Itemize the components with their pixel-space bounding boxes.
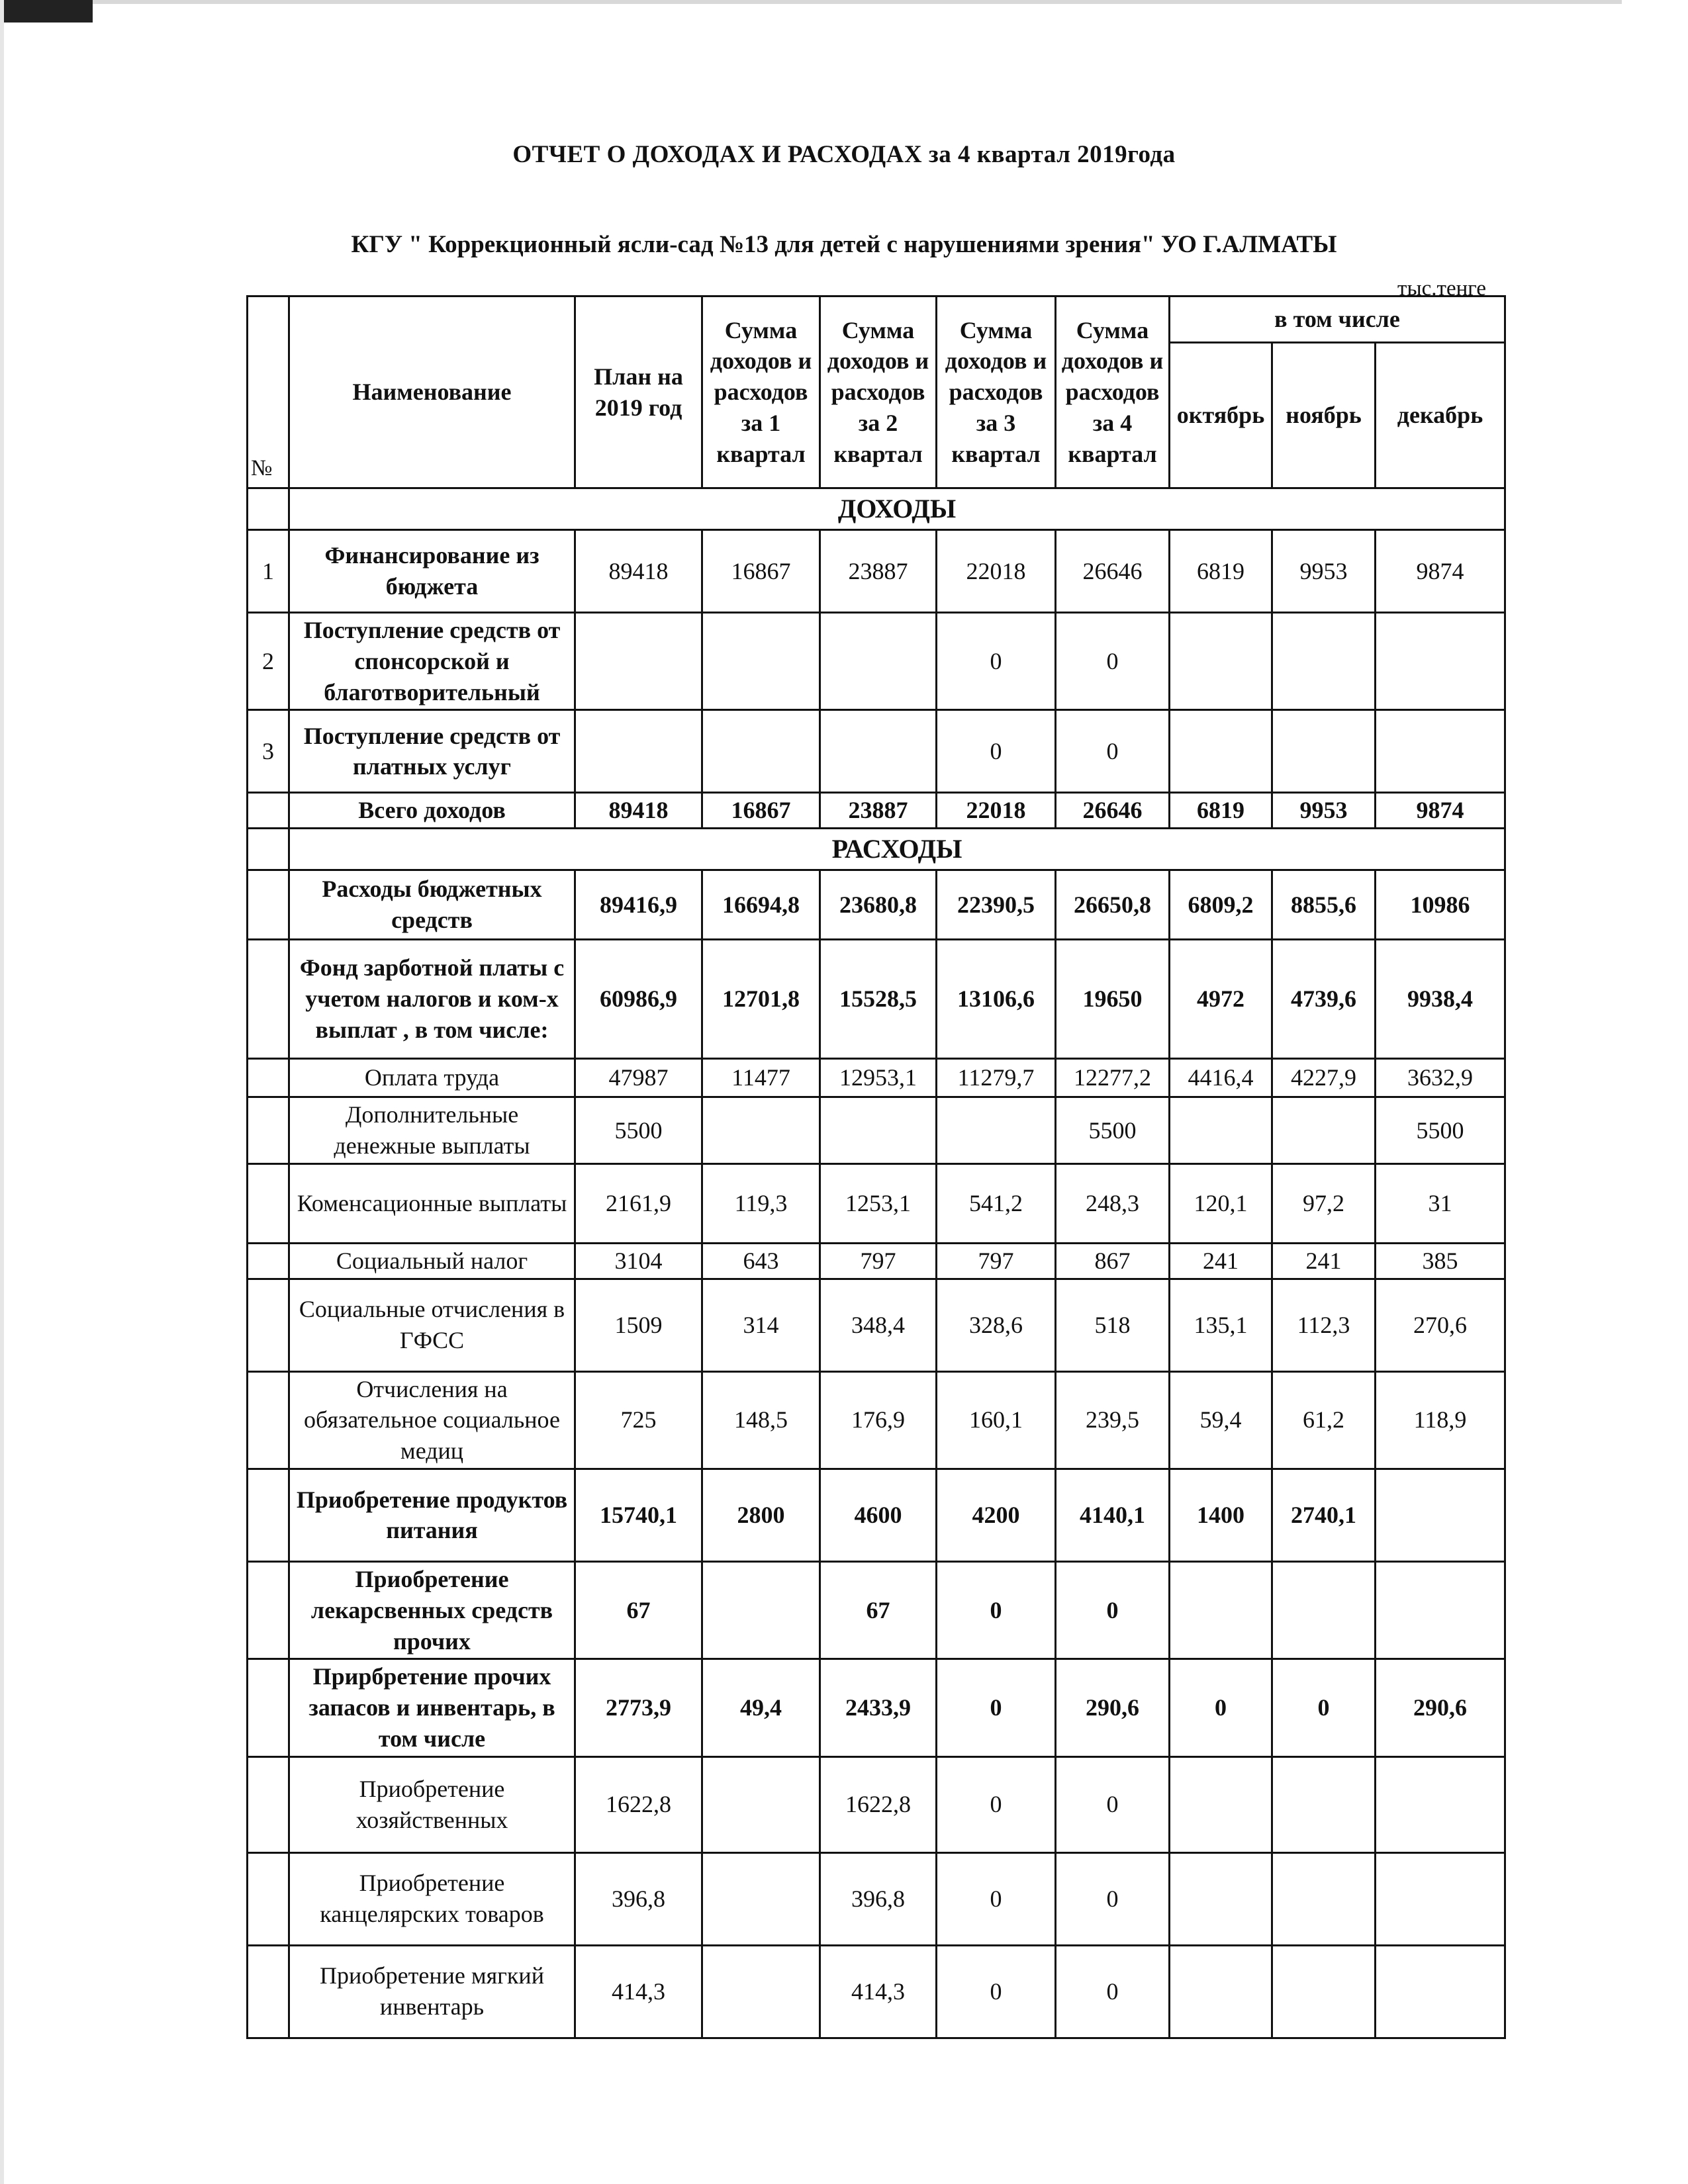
row-number [248,1163,289,1243]
cell-plan: 47987 [575,1059,702,1097]
row-name: Фонд зарботной платы с учетом налогов и ком-х выплат , в том числе: [289,940,575,1059]
table-row [248,613,1505,710]
cell-plan [575,613,702,710]
cell-q2: 1253,1 [820,1163,937,1243]
cell-q2 [820,1097,937,1164]
cell-q1: 148,5 [702,1371,820,1469]
row-name: Социальные отчисления в ГФСС [289,1279,575,1371]
cell-q1: 16867 [702,530,820,613]
cell-q4: 0 [1056,1561,1170,1659]
cell-nov [1272,1852,1376,1945]
section-income: ДОХОДЫ [289,488,1505,530]
cell-q3: 22018 [937,530,1056,613]
cell-nov [1272,1756,1376,1852]
row-name: Приобретение продуктов питания [289,1469,575,1561]
cell-q2: 23887 [820,793,937,829]
cell-q2: 348,4 [820,1279,937,1371]
report-table [246,295,1506,2039]
cell-dec [1376,710,1505,793]
cell-q2: 396,8 [820,1852,937,1945]
cell-oct: 4416,4 [1170,1059,1272,1097]
cell-dec: 118,9 [1376,1371,1505,1469]
cell-oct: 59,4 [1170,1371,1272,1469]
cell-plan: 60986,9 [575,940,702,1059]
cell-q1: 119,3 [702,1163,820,1243]
cell-q4: 26646 [1056,793,1170,829]
cell-plan: 1509 [575,1279,702,1371]
table-row [248,530,1505,613]
cell-q1 [702,1945,820,2038]
cell-nov: 8855,6 [1272,870,1376,940]
cell-nov: 0 [1272,1659,1376,1756]
row-name: Расходы бюджетных средств [289,870,575,940]
row-name: Финансирование из бюджета [289,530,575,613]
cell-q2: 23680,8 [820,870,937,940]
cell-q1: 16694,8 [702,870,820,940]
table-row [248,793,1505,829]
cell-plan: 1622,8 [575,1756,702,1852]
row-number [248,1756,289,1852]
cell-q4: 867 [1056,1243,1170,1279]
cell-q4: 4140,1 [1056,1469,1170,1561]
row-name: Всего доходов [289,793,575,829]
cell-q4: 19650 [1056,940,1170,1059]
table-row [248,1279,1505,1371]
row-name: Коменсационные выплаты [289,1163,575,1243]
cell-dec: 385 [1376,1243,1505,1279]
cell-oct [1170,1561,1272,1659]
cell-nov [1272,1945,1376,2038]
cell-oct [1170,1945,1272,2038]
table-row [248,1059,1505,1097]
cell-nov: 4739,6 [1272,940,1376,1059]
units-label: тыс.тенге [1397,277,1486,300]
cell-plan: 725 [575,1371,702,1469]
cell-q3: 0 [937,1756,1056,1852]
row-number: 1 [248,530,289,613]
table-row [248,710,1505,793]
cell-dec: 270,6 [1376,1279,1505,1371]
cell-q3: 328,6 [937,1279,1056,1371]
row-name: Дополнительные денежные выплаты [289,1097,575,1164]
row-name: Приобретение хозяйственных [289,1756,575,1852]
cell-q3 [937,1097,1056,1164]
cell-q3: 22018 [937,793,1056,829]
header-num: № [248,296,289,488]
row-number [248,1945,289,2038]
row-name: Приобретение лекарсвенных средств прочих [289,1561,575,1659]
cell-q3: 0 [937,710,1056,793]
cell-q3: 0 [937,1945,1056,2038]
cell-oct [1170,1756,1272,1852]
header-plan: План на 2019 год [575,296,702,488]
table-row [248,1756,1505,1852]
table-row [248,1561,1505,1659]
cell-q2: 23887 [820,530,937,613]
table-row [248,1945,1505,2038]
cell-oct [1170,1097,1272,1164]
cell-q4: 26650,8 [1056,870,1170,940]
cell-q1 [702,1561,820,1659]
cell-nov: 61,2 [1272,1371,1376,1469]
cell-oct [1170,613,1272,710]
cell-oct: 6819 [1170,530,1272,613]
scan-corner-mark [0,0,93,23]
cell-nov: 241 [1272,1243,1376,1279]
cell-dec: 9874 [1376,793,1505,829]
cell-q4: 518 [1056,1279,1170,1371]
scan-edge-left [0,0,4,2184]
cell-dec [1376,1469,1505,1561]
header-q2: Сумма доходов и расходов за 2 квартал [820,296,937,488]
cell-oct: 120,1 [1170,1163,1272,1243]
cell-q2: 12953,1 [820,1059,937,1097]
cell-q1 [702,1852,820,1945]
cell-q4: 0 [1056,1852,1170,1945]
cell-q1: 314 [702,1279,820,1371]
header-q3: Сумма доходов и расходов за 3 квартал [937,296,1056,488]
cell-oct [1170,710,1272,793]
cell-q2: 797 [820,1243,937,1279]
row-number [248,940,289,1059]
cell-q1: 643 [702,1243,820,1279]
table-row [248,1163,1505,1243]
cell-dec: 5500 [1376,1097,1505,1164]
table-row [248,1371,1505,1469]
cell-q3: 797 [937,1243,1056,1279]
cell-q4: 248,3 [1056,1163,1170,1243]
cell-q4: 0 [1056,1756,1170,1852]
cell-plan: 89418 [575,530,702,613]
row-name: Прирбретение прочих запасов и инвентарь, в том числе [289,1659,575,1756]
cell-nov: 9953 [1272,530,1376,613]
cell-q2: 4600 [820,1469,937,1561]
header-december: декабрь [1376,343,1505,488]
cell-q1: 2800 [702,1469,820,1561]
document-subtitle: КГУ " Коррекционный ясли-сад №13 для детей с нарушениями зрения" УО Г.АЛМАТЫ [351,231,1337,258]
cell-q4: 0 [1056,613,1170,710]
table-row [248,1852,1505,1945]
cell-plan: 5500 [575,1097,702,1164]
cell-q3: 11279,7 [937,1059,1056,1097]
cell-plan: 396,8 [575,1852,702,1945]
cell-plan: 2773,9 [575,1659,702,1756]
scan-edge-top [93,0,1622,4]
cell-q1: 49,4 [702,1659,820,1756]
cell-q3: 0 [937,1561,1056,1659]
cell-oct: 0 [1170,1659,1272,1756]
cell-q4: 290,6 [1056,1659,1170,1756]
cell-q3: 22390,5 [937,870,1056,940]
cell-q1 [702,710,820,793]
cell-plan [575,710,702,793]
cell-plan: 3104 [575,1243,702,1279]
cell-plan: 89418 [575,793,702,829]
cell-q4: 26646 [1056,530,1170,613]
cell-q1: 11477 [702,1059,820,1097]
header-q1: Сумма доходов и расходов за 1 квартал [702,296,820,488]
section-expenses: РАСХОДЫ [289,829,1505,870]
cell-oct: 135,1 [1170,1279,1272,1371]
cell-q3: 0 [937,1659,1056,1756]
cell-q4: 12277,2 [1056,1059,1170,1097]
cell-q1 [702,1097,820,1164]
row-number [248,793,289,829]
cell-dec: 10986 [1376,870,1505,940]
row-name: Отчисления на обязательное социальное медиц [289,1371,575,1469]
cell-plan: 414,3 [575,1945,702,2038]
table-row [248,870,1505,940]
cell-dec: 9874 [1376,530,1505,613]
table-row [248,1469,1505,1561]
row-name: Оплата труда [289,1059,575,1097]
cell-q2: 2433,9 [820,1659,937,1756]
cell-oct: 6809,2 [1170,870,1272,940]
cell-dec [1376,1852,1505,1945]
cell-oct: 6819 [1170,793,1272,829]
cell-dec [1376,1756,1505,1852]
cell-nov: 9953 [1272,793,1376,829]
cell-nov: 2740,1 [1272,1469,1376,1561]
header-q4: Сумма доходов и расходов за 4 квартал [1056,296,1170,488]
section-num-cell [248,829,289,870]
table-row [248,940,1505,1059]
cell-q2: 414,3 [820,1945,937,2038]
cell-plan: 15740,1 [575,1469,702,1561]
cell-dec: 3632,9 [1376,1059,1505,1097]
cell-q2: 1622,8 [820,1756,937,1852]
row-name: Приобретение мягкий инвентарь [289,1945,575,2038]
cell-plan: 89416,9 [575,870,702,940]
cell-nov [1272,1097,1376,1164]
row-number [248,1561,289,1659]
cell-q2: 67 [820,1561,937,1659]
cell-q1: 16867 [702,793,820,829]
cell-oct: 1400 [1170,1469,1272,1561]
cell-q1 [702,1756,820,1852]
table-row [248,1659,1505,1756]
cell-q4: 5500 [1056,1097,1170,1164]
cell-dec: 31 [1376,1163,1505,1243]
document-title: ОТЧЕТ О ДОХОДАХ И РАСХОДАХ за 4 квартал 2019года [512,141,1176,168]
table-row [248,1243,1505,1279]
cell-oct: 241 [1170,1243,1272,1279]
row-number [248,1243,289,1279]
cell-q3: 4200 [937,1469,1056,1561]
cell-q4: 0 [1056,1945,1170,2038]
cell-q3: 160,1 [937,1371,1056,1469]
cell-nov: 97,2 [1272,1163,1376,1243]
cell-nov: 112,3 [1272,1279,1376,1371]
cell-dec: 290,6 [1376,1659,1505,1756]
row-number [248,1059,289,1097]
cell-nov [1272,613,1376,710]
table-row [248,1097,1505,1164]
cell-q3: 13106,6 [937,940,1056,1059]
cell-dec: 9938,4 [1376,940,1505,1059]
cell-nov: 4227,9 [1272,1059,1376,1097]
cell-oct [1170,1852,1272,1945]
cell-q4: 239,5 [1056,1371,1170,1469]
row-number: 3 [248,710,289,793]
cell-q1: 12701,8 [702,940,820,1059]
row-name: Поступление средств от спонсорской и благотворительный [289,613,575,710]
cell-plan: 67 [575,1561,702,1659]
row-number [248,1659,289,1756]
cell-dec [1376,1945,1505,2038]
row-number [248,1097,289,1164]
cell-q2: 15528,5 [820,940,937,1059]
header-name: Наименование [289,296,575,488]
row-name: Поступление средств от платных услуг [289,710,575,793]
header-october: октябрь [1170,343,1272,488]
row-number: 2 [248,613,289,710]
cell-nov [1272,710,1376,793]
row-name: Приобретение канцелярских товаров [289,1852,575,1945]
cell-q1 [702,613,820,710]
row-number [248,1469,289,1561]
cell-q3: 541,2 [937,1163,1056,1243]
cell-nov [1272,1561,1376,1659]
row-number [248,1279,289,1371]
header-november: ноябрь [1272,343,1376,488]
row-number [248,870,289,940]
cell-q2 [820,710,937,793]
cell-plan: 2161,9 [575,1163,702,1243]
cell-dec [1376,613,1505,710]
row-number [248,1371,289,1469]
cell-q3: 0 [937,613,1056,710]
header-including: в том числе [1170,296,1505,343]
cell-q2: 176,9 [820,1371,937,1469]
cell-oct: 4972 [1170,940,1272,1059]
cell-q4: 0 [1056,710,1170,793]
cell-q3: 0 [937,1852,1056,1945]
cell-q2 [820,613,937,710]
row-number [248,1852,289,1945]
cell-dec [1376,1561,1505,1659]
section-num-cell [248,488,289,530]
row-name: Социальный налог [289,1243,575,1279]
